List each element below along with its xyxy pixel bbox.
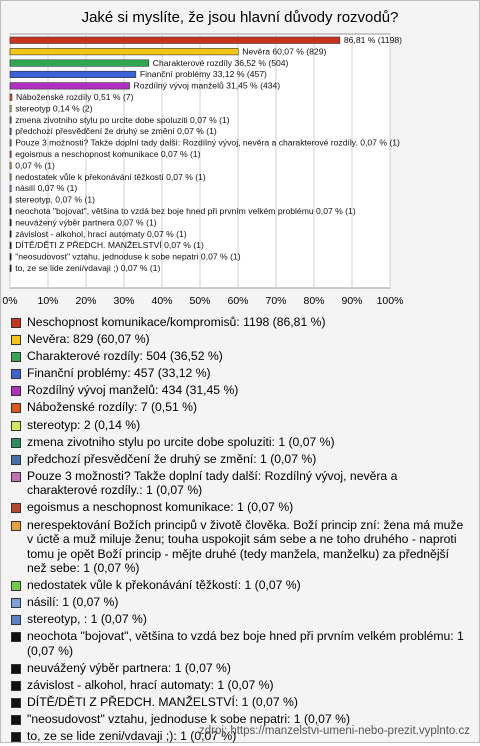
legend-label: Náboženské rozdíly: 7 (0,51 %) — [27, 400, 198, 415]
bar-label: 0,07 % (1) — [15, 160, 55, 171]
legend-item — [10, 518, 470, 576]
bar — [10, 231, 11, 238]
bar — [10, 83, 130, 90]
legend-label: závislost - alkohol, hrací automaty: 1 (0,07 %) — [27, 678, 274, 693]
legend-item — [10, 629, 470, 658]
x-tick-label: 100% — [376, 295, 404, 307]
legend-swatch — [11, 615, 21, 625]
bar — [10, 71, 136, 78]
legend — [10, 315, 470, 746]
legend-label: to, ze se lide zeni/vdavaji ;): 1 (0,07 %) — [27, 729, 237, 744]
bar — [10, 185, 11, 192]
legend-swatch — [11, 715, 21, 725]
legend-item — [10, 435, 470, 450]
bar-label: "neosudovost" vztahu, jednoduse k sobe nepatri 0,07 % (1) — [15, 251, 241, 262]
bar-label: egoismus a neschopnost komunikace 0,07 % (1) — [15, 149, 201, 159]
legend-item — [10, 452, 470, 467]
legend-label: Rozdílný vývoj manželů: 434 (31,45 %) — [27, 383, 239, 398]
legend-label: DÍTĚ/DĚTI Z PŘEDCH. MANŽELSTVÍ: 1 (0,07 %) — [27, 695, 298, 710]
bar — [10, 162, 11, 169]
bar-label: zmena zivotniho stylu po urcite dobe spoluziti 0,07 % (1) — [15, 114, 230, 125]
bar-label: nedostatek vůle k překonávání těžkostí 0,07 % (1) — [15, 171, 206, 182]
bar — [10, 242, 11, 249]
bar — [10, 254, 11, 261]
legend-swatch — [11, 352, 21, 362]
bar-label: stereotyp 0,14 % (2) — [15, 103, 93, 114]
bar-label: Pouze 3 možnosti? Takže doplní tady další: Rozdílný vývoj, nevěra a charakterové rozdíly. 0,07 % (1) — [15, 137, 400, 148]
legend-item — [10, 400, 470, 415]
bar — [10, 37, 340, 44]
legend-swatch — [11, 581, 21, 591]
legend-swatch — [11, 369, 21, 379]
x-tick-label: 60% — [227, 295, 249, 307]
legend-swatch — [11, 472, 21, 482]
legend-label: Charakterové rozdíly: 504 (36,52 %) — [27, 349, 223, 364]
legend-item — [10, 332, 470, 347]
legend-label: Finanční problémy: 457 (33,12 %) — [27, 366, 211, 381]
bar-label: DÍTĚ/DĚTI Z PŘEDCH. MANŽELSTVÍ 0,07 % (1) — [15, 240, 204, 251]
bar-label: Finanční problémy 33,12 % (457) — [139, 69, 267, 80]
bar — [10, 151, 11, 158]
legend-label: nedostatek vůle k překonávání těžkostí: 1 (0,07 %) — [27, 578, 301, 593]
bar-label: neuvážený výběr partnera 0,07 % (1) — [15, 217, 157, 228]
bar-label: stereotyp, 0,07 % (1) — [15, 194, 95, 205]
bar-label: násilí 0,07 % (1) — [15, 183, 78, 194]
legend-label: Nevěra: 829 (60,07 %) — [27, 332, 150, 347]
legend-swatch — [11, 403, 21, 413]
x-tick-label: 80% — [303, 295, 325, 307]
source-note: zdroj: https://manzelstvi-umeni-nebo-prezit.vyplnto.cz — [199, 725, 470, 737]
legend-swatch — [11, 438, 21, 448]
bar-label: to, ze se lide zeni/vdavaji ;) 0,07 % (1) — [15, 263, 161, 273]
legend-item — [10, 595, 470, 610]
legend-item — [10, 418, 470, 433]
legend-swatch — [11, 598, 21, 608]
legend-label: egoismus a neschopnost komunikace: 1 (0,07 %) — [27, 500, 294, 515]
legend-swatch — [11, 318, 21, 328]
bar-label: Nevěra 60,07 % (829) — [242, 46, 327, 57]
x-tick-label: 20% — [75, 295, 97, 307]
legend-item — [10, 469, 470, 498]
legend-label: Pouze 3 možnosti? Takže doplní tady další: Rozdílný vývoj, nevěra a charakterové rozdíly.: 1 (0,07 %) — [27, 468, 398, 498]
x-tick-label: 30% — [113, 295, 135, 307]
bar — [10, 60, 149, 67]
bar — [10, 197, 11, 204]
legend-item — [10, 500, 470, 515]
bar — [10, 208, 11, 215]
legend-item — [10, 383, 470, 398]
legend-item — [10, 661, 470, 676]
legend-label: neuvážený výběr partnera: 1 (0,07 %) — [27, 661, 231, 675]
bar — [10, 265, 11, 272]
legend-swatch — [11, 503, 21, 513]
bar — [10, 219, 11, 226]
legend-item — [10, 678, 470, 693]
bar — [10, 94, 12, 101]
bar-label: Rozdílný vývoj manželů 31,45 % (434) — [133, 80, 281, 91]
legend-item — [10, 578, 470, 593]
legend-item — [10, 349, 470, 364]
legend-swatch — [11, 386, 21, 396]
legend-item — [10, 315, 470, 330]
legend-label: Neschopnost komunikace/kompromisů: 1198 (86,81 %) — [27, 315, 326, 329]
legend-swatch — [11, 421, 21, 431]
bar-chart — [0, 28, 480, 313]
legend-item — [10, 695, 470, 710]
legend-label: předchozí přesvědčení že druhý se změní: 1 (0,07 %) — [27, 451, 317, 466]
legend-label: "neosudovost" vztahu, jednoduse k sobe nepatri: 1 (0,07 %) — [27, 712, 351, 727]
bar — [10, 128, 11, 135]
legend-swatch — [11, 335, 21, 345]
legend-label: stereotyp: 2 (0,14 %) — [27, 417, 141, 432]
legend-item — [10, 366, 470, 381]
legend-swatch — [11, 698, 21, 708]
legend-label: nerespektování Božích principů v životě člověka. Boží princip zní: žena má muže v úctě a muž miluje ženu; touha uspokojit sám sebe a ne toho druhého - naproti tomu je opět Boží princip - mějte druhé (tedy manžela, manželku) za přednější než sebe: 1 (0,07 %) — [27, 517, 464, 576]
legend-label: neochota "bojovat", většina to vzdá bez boje hned při prvním velkém problému: 1 (0,07 %) — [27, 629, 464, 658]
bar — [10, 105, 11, 112]
legend-swatch — [11, 455, 21, 465]
legend-swatch — [11, 521, 21, 531]
bar-label: Charakterové rozdíly 36,52 % (504) — [152, 57, 289, 68]
legend-swatch — [11, 664, 21, 674]
legend-swatch — [11, 732, 21, 742]
bar-label: neochota "bojovat", většina to vzdá bez boje hned při prvním velkém problému 0,07 % (1) — [15, 206, 356, 216]
bar-label: 86,81 % (1198) — [343, 35, 403, 45]
x-tick-label: 70% — [265, 295, 287, 307]
bar — [10, 117, 11, 124]
bar — [10, 174, 11, 181]
x-tick-label: 0% — [2, 295, 18, 307]
x-tick-label: 40% — [151, 295, 173, 307]
legend-swatch — [11, 681, 21, 691]
x-tick-label: 10% — [37, 295, 59, 307]
bar-label: závislost - alkohol, hrací automaty 0,07 % (1) — [15, 228, 187, 239]
legend-label: zmena zivotniho stylu po urcite dobe spoluziti: 1 (0,07 %) — [27, 434, 335, 449]
legend-label: stereotyp, : 1 (0,07 %) — [27, 612, 147, 627]
legend-swatch — [11, 632, 21, 642]
legend-label: násilí: 1 (0,07 %) — [27, 595, 119, 610]
bar — [10, 48, 238, 55]
x-tick-label: 90% — [341, 295, 363, 307]
bar-label: Náboženské rozdíly 0,51 % (7) — [15, 92, 134, 102]
legend-item — [10, 612, 470, 627]
bar — [10, 140, 11, 147]
chart-title: Jaké si myslíte, že jsou hlavní důvody rozvodů? — [81, 9, 399, 26]
bar-label: předchozí přesvědčení že druhý se změní 0,07 % (1) — [15, 126, 217, 137]
x-tick-label: 50% — [189, 295, 211, 307]
